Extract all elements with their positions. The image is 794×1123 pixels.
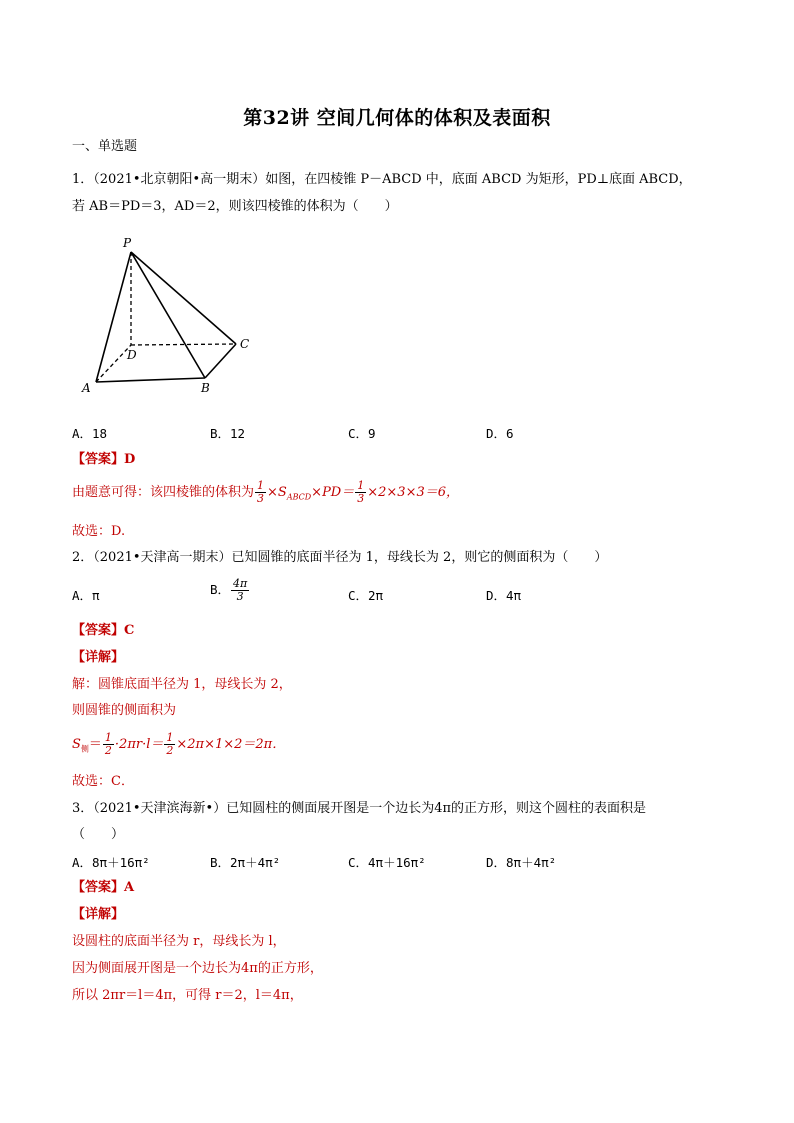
q1-option-c: C．9 [348, 426, 376, 441]
q2-option-a: A．π [72, 588, 100, 603]
edge-dc [131, 344, 236, 345]
q2-end: ×2π×1×2＝2π． [176, 737, 286, 752]
section-heading: 一、单选题 [72, 139, 138, 154]
q3-stem-line1: 3．（2021•天津滨海新•）已知圆柱的侧面展开图是一个边长为4π的正方形，则这个圆柱的表面积是 [72, 801, 647, 816]
edge-ab [96, 378, 205, 382]
q1-solution-sub: ABCD [286, 492, 312, 502]
label-d: D [127, 348, 137, 362]
q1-frac2 [355, 480, 366, 505]
q2-solution-line3 [72, 730, 285, 765]
q1-solution [72, 478, 459, 513]
q2-frac1-den: 2 [104, 744, 112, 757]
label-c: C [240, 337, 250, 351]
q1-frac1 [255, 480, 266, 505]
q2-option-b-prefix: B． [210, 582, 231, 597]
q1-option-a: A．18 [72, 426, 108, 441]
label-a: A [82, 381, 91, 395]
q1-solution-end: ×2×3×3＝6， [367, 485, 460, 500]
q1-frac1-num: 1 [257, 479, 265, 492]
q2-frac1 [103, 732, 114, 757]
q1-choice: 故选：D. [72, 524, 126, 539]
edge-pc [131, 252, 236, 344]
q2-option-b-frac [231, 578, 249, 603]
q3-detail-heading: 【详解】 [72, 907, 125, 922]
q2-detail-heading: 【详解】 [72, 650, 125, 665]
q1-solution-s: ×S [267, 485, 287, 500]
q2-option-b-num: 4π [233, 577, 248, 590]
q3-solution-line2: 因为侧面展开图是一个边长为4π的正方形， [72, 961, 323, 976]
q2-frac1-num: 1 [104, 731, 112, 744]
q1-option-d: D．6 [486, 426, 514, 441]
edge-pb [131, 252, 205, 378]
q2-answer: 【答案】C [72, 623, 135, 638]
pyramid-figure [75, 232, 265, 402]
label-b: B [201, 381, 210, 395]
q3-option-c: C．4π＋16π² [348, 855, 426, 870]
q2-stem: 2．（2021•天津高一期末）已知圆锥的底面半径为 1，母线长为 2，则它的侧面积为（ ） [72, 550, 608, 565]
q3-solution-line3: 所以 2πr＝l＝4π，可得 r＝2，l＝4π， [72, 988, 303, 1003]
q2-s: S [72, 737, 81, 752]
q2-option-c: C．2π [348, 588, 384, 603]
label-p: P [123, 236, 132, 250]
q1-answer: 【答案】D [72, 452, 136, 467]
q2-option-d: D．4π [486, 588, 522, 603]
q2-mid: ·2πr·l＝ [114, 737, 164, 752]
q1-frac2-den: 3 [357, 492, 365, 505]
q3-answer: 【答案】A [72, 880, 135, 895]
q1-frac1-den: 3 [257, 492, 265, 505]
q2-solution-line1: 解：圆锥底面半径为 1，母线长为 2， [72, 677, 292, 692]
q3-option-d: D．8π＋4π² [486, 855, 557, 870]
q1-solution-pd: ×PD＝ [311, 485, 355, 500]
edge-pa [96, 252, 131, 382]
edge-bc [205, 344, 236, 378]
q2-frac2 [164, 732, 175, 757]
q3-stem-line2: （ ） [72, 827, 125, 842]
q1-frac2-num: 1 [357, 479, 365, 492]
q1-stem-line2: 若 AB＝PD＝3，AD＝2，则该四棱锥的体积为（ ） [72, 199, 398, 214]
q2-option-b-den: 3 [236, 590, 244, 603]
q2-choice: 故选：C． [72, 774, 134, 789]
q1-solution-prefix: 由题意可得：该四棱锥的体积为 [72, 485, 255, 500]
q3-solution-line1: 设圆柱的底面半径为 r，母线长为 l， [72, 934, 286, 949]
q2-frac2-num: 1 [166, 731, 174, 744]
page-title: 第32讲 空间几何体的体积及表面积 [243, 107, 551, 129]
q2-solution-line2: 则圆锥的侧面积为 [72, 703, 177, 718]
q1-stem-line1: 1．（2021•北京朝阳•高一期末）如图，在四棱锥 P－ABCD 中，底面 ABCD 为矩形，PD⊥底面 ABCD， [72, 172, 692, 187]
q1-option-b: B．12 [210, 426, 246, 441]
q2-s-sub: 侧 [80, 744, 89, 754]
q2-option-b [210, 578, 250, 603]
q3-option-b: B．2π＋4π² [210, 855, 281, 870]
q2-frac2-den: 2 [166, 744, 174, 757]
q3-option-a: A．8π＋16π² [72, 855, 150, 870]
q2-eq: ＝ [88, 737, 102, 752]
